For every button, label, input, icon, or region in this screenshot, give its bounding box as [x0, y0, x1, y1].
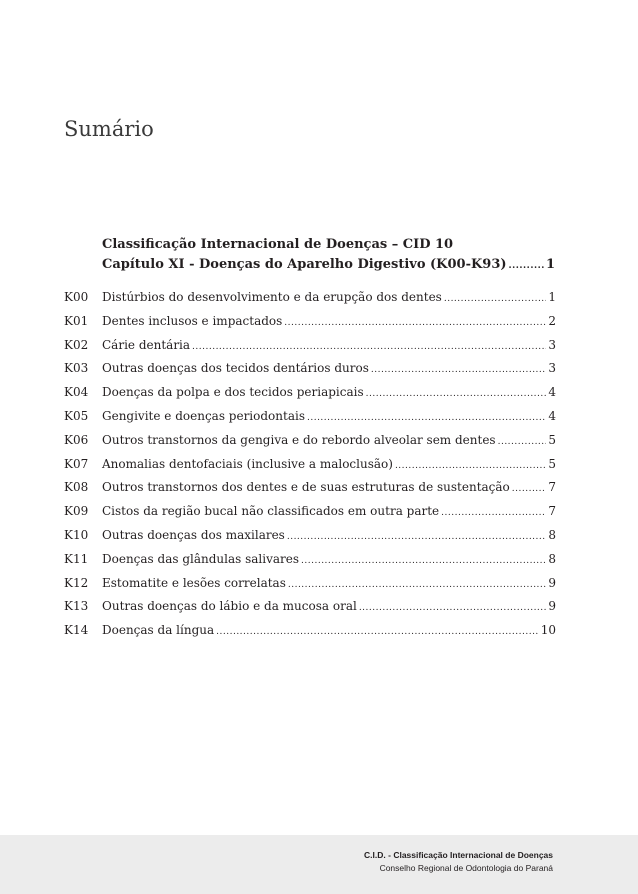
toc-page-number: 9	[548, 575, 556, 590]
toc-label: Cárie dentária	[102, 337, 191, 352]
dot-leader	[498, 437, 547, 447]
toc-page-number: 3	[548, 361, 556, 376]
dot-leader	[359, 603, 547, 613]
dot-leader	[395, 461, 546, 471]
toc-entry[interactable]	[64, 338, 556, 362]
toc-page-number: 2	[548, 313, 556, 328]
toc-entry[interactable]	[64, 385, 556, 409]
toc-label: Doenças das glândulas salivares	[102, 551, 300, 566]
toc-label: Estomatite e lesões correlatas	[102, 575, 286, 590]
toc-entry[interactable]	[64, 599, 556, 623]
toc-label: Outras doenças do lábio e da mucosa oral	[102, 599, 357, 614]
toc-label: Cistos da região bucal não classificados em outra parte	[102, 504, 440, 519]
toc-entry[interactable]	[64, 457, 556, 481]
dot-leader	[287, 532, 547, 542]
dot-leader	[441, 508, 546, 518]
header-title: Classificação Internacional de Doenças – CID 10	[102, 237, 454, 252]
toc-code: K05	[64, 408, 89, 423]
toc-label: Dentes inclusos e impactados	[102, 313, 283, 328]
dot-leader	[216, 627, 539, 637]
toc-entry[interactable]	[64, 623, 556, 647]
toc-page-number: 7	[548, 480, 556, 495]
toc-code: K09	[64, 504, 89, 519]
toc-entry[interactable]	[64, 433, 556, 457]
header-chapter: Capítulo XI - Doenças do Aparelho Digestivo (K00-K93)	[102, 257, 507, 272]
dot-leader	[366, 389, 547, 399]
footer	[0, 835, 638, 894]
toc-page-number: 10	[540, 623, 556, 638]
toc-page-number: 5	[548, 456, 556, 471]
toc-entry[interactable]	[64, 409, 556, 433]
toc-code: K12	[64, 575, 89, 590]
toc-entry[interactable]	[64, 314, 556, 338]
toc-entry[interactable]	[64, 576, 556, 600]
dot-leader	[371, 365, 546, 375]
toc-label: Doenças da polpa e dos tecidos periapicais	[102, 385, 364, 400]
footer-organization: Conselho Regional de Odontologia do Paraná	[379, 863, 553, 873]
toc-page-number: 3	[548, 337, 556, 352]
toc-page-number: 5	[548, 432, 556, 447]
toc-code: K03	[64, 361, 89, 376]
toc-code: K02	[64, 337, 89, 352]
toc-code: K10	[64, 527, 89, 542]
toc-label: Outras doenças dos maxilares	[102, 527, 285, 542]
toc-code: K08	[64, 480, 89, 495]
toc-entry[interactable]	[64, 480, 556, 504]
toc-list	[64, 290, 556, 647]
toc-entry[interactable]	[64, 290, 556, 314]
toc-code: K00	[64, 290, 89, 304]
footer-text	[364, 849, 553, 875]
toc-page-number: 4	[548, 408, 556, 423]
toc-label: Outros transtornos da gengiva e do rebordo alveolar sem dentes	[102, 432, 496, 447]
toc-label: Distúrbios do desenvolvimento e da erupção dos dentes	[102, 290, 442, 304]
toc-header	[102, 235, 555, 276]
page-title: Sumário	[64, 117, 154, 141]
toc-entry[interactable]	[64, 504, 556, 528]
header-line-1	[102, 235, 555, 255]
toc-page-number: 4	[548, 385, 556, 400]
dot-leader	[512, 484, 547, 494]
dot-leader	[509, 256, 544, 276]
dot-leader	[288, 580, 547, 590]
toc-page-number: 1	[548, 290, 556, 304]
dot-leader	[444, 294, 547, 304]
toc-code: K11	[64, 551, 89, 566]
footer-publication: C.I.D. - Classificação Internacional de Doenças	[364, 850, 553, 860]
toc-entry[interactable]	[64, 552, 556, 576]
dot-leader	[307, 413, 546, 423]
toc-entry[interactable]	[64, 361, 556, 385]
header-line-2[interactable]	[102, 255, 555, 276]
toc-page-number: 9	[548, 599, 556, 614]
dot-leader	[301, 556, 546, 566]
dot-leader	[284, 318, 546, 328]
toc-code: K01	[64, 313, 89, 328]
toc-entry[interactable]	[64, 528, 556, 552]
toc-page-number: 8	[548, 527, 556, 542]
toc-code: K14	[64, 623, 89, 638]
toc-label: Outras doenças dos tecidos dentários duros	[102, 361, 369, 376]
toc-page-number: 7	[548, 504, 556, 519]
toc-code: K04	[64, 385, 89, 400]
dot-leader	[192, 342, 546, 352]
toc-code: K07	[64, 456, 89, 471]
toc-label: Anomalias dentofaciais (inclusive a maloclusão)	[102, 456, 393, 471]
toc-label: Outros transtornos dos dentes e de suas estruturas de sustentação	[102, 480, 510, 495]
toc-page-number: 8	[548, 551, 556, 566]
toc-label: Doenças da língua	[102, 623, 215, 638]
toc-label: Gengivite e doenças periodontais	[102, 408, 305, 423]
header-page-number: 1	[545, 257, 555, 272]
toc-code: K13	[64, 599, 89, 614]
toc-code: K06	[64, 432, 89, 447]
